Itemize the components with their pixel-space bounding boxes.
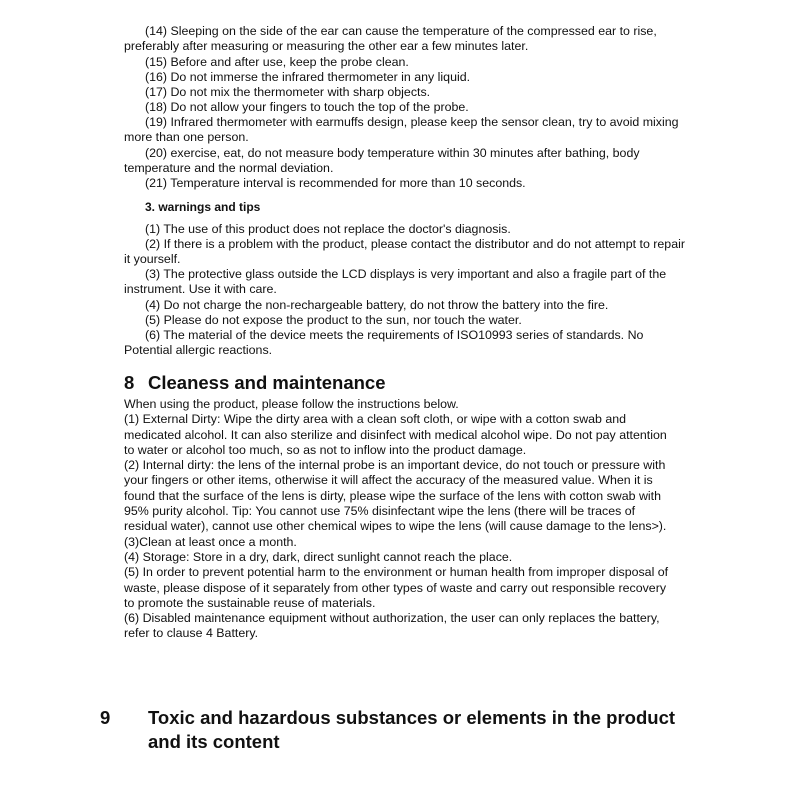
maintenance-item: (1) External Dirty: Wipe the dirty area with a clean soft cloth, or wipe with a cotton swab and medicated alcohol. It can also sterilize and disinfect with medical alcohol wipe. Do not pay attention to water or alcohol too much, so as not to inflow into the product damage. <box>124 412 667 457</box>
warning-item: (5) Please do not expose the product to the sun, nor touch the water. <box>145 313 522 327</box>
warning-item: (1) The use of this product does not replace the doctor's diagnosis. <box>145 222 511 236</box>
maintenance-item: (6) Disabled maintenance equipment without authorization, the user can only replaces the battery, refer to clause 4 Battery. <box>124 611 660 641</box>
list-item: (17) Do not mix the thermometer with sharp objects. <box>145 85 431 99</box>
section-number: 9 <box>100 707 111 728</box>
list-item: (16) Do not immerse the infrared thermometer in any liquid. <box>145 70 471 84</box>
maintenance-item: (4) Storage: Store in a dry, dark, direct sunlight cannot reach the place. <box>124 549 513 564</box>
maintenance-item: (5) In order to prevent potential harm to the environment or human health from improper disposal of waste, please dispose of it separately from other types of waste and carry out responsible recovery to promote the sustainable reuse of materials. <box>124 565 669 610</box>
list-item: (21) Temperature interval is recommended for more than 10 seconds. <box>145 176 526 190</box>
list-item: (19) Infrared thermometer with earmuffs design, please keep the sensor clean, try to avoid mixing more than one person. <box>124 115 679 145</box>
warning-item: (4) Do not charge the non-rechargeable battery, do not throw the battery into the fire. <box>145 298 609 312</box>
warning-item: (3) The protective glass outside the LCD displays is very important and also a fragile part of the instrument. Use it with care. <box>124 267 667 297</box>
list-item: (18) Do not allow your fingers to touch the top of the probe. <box>145 100 469 114</box>
section-title: Toxic and hazardous substances or elements in the product and its content <box>148 707 676 752</box>
list-item: (15) Before and after use, keep the probe clean. <box>145 55 409 69</box>
section-number: 8 <box>124 372 135 393</box>
warnings-heading: 3. warnings and tips <box>145 200 261 214</box>
list-item: (14) Sleeping on the side of the ear can cause the temperature of the compressed ear to rise, preferably after measuring or measuring the other ear a few minutes later. <box>124 24 657 54</box>
warning-item: (6) The material of the device meets the requirements of ISO10993 series of standards. No Potential allergic reactions. <box>124 328 644 358</box>
list-item: (20) exercise, eat, do not measure body temperature within 30 minutes after bathing, body temperature and the normal deviation. <box>124 146 640 176</box>
section-9-heading <box>100 706 684 754</box>
warning-item: (2) If there is a problem with the product, please contact the distributor and do not attempt to repair it yourself. <box>124 237 685 267</box>
maintenance-item: (2) Internal dirty: the lens of the internal probe is an important device, do not touch or pressure with your fingers or other items, otherwise it will affect the accuracy of the measured value. When it is found that the surface of the lens is dirty, please wipe the surface of the lens with cotton swab with 95% purity alcohol. Tip: You cannot use 75% disinfectant wipe the lens (there will be traces of residual water), cannot use other chemical wipes to wipe the lens (will cause damage to the lens>). <box>124 458 667 534</box>
section-title: Cleaness and maintenance <box>148 372 386 393</box>
maintenance-item: (3)Clean at least once a month. <box>124 534 297 549</box>
section-8-heading <box>124 371 684 395</box>
section-intro: When using the product, please follow the instructions below. <box>124 397 459 411</box>
section-8-body <box>124 397 669 642</box>
